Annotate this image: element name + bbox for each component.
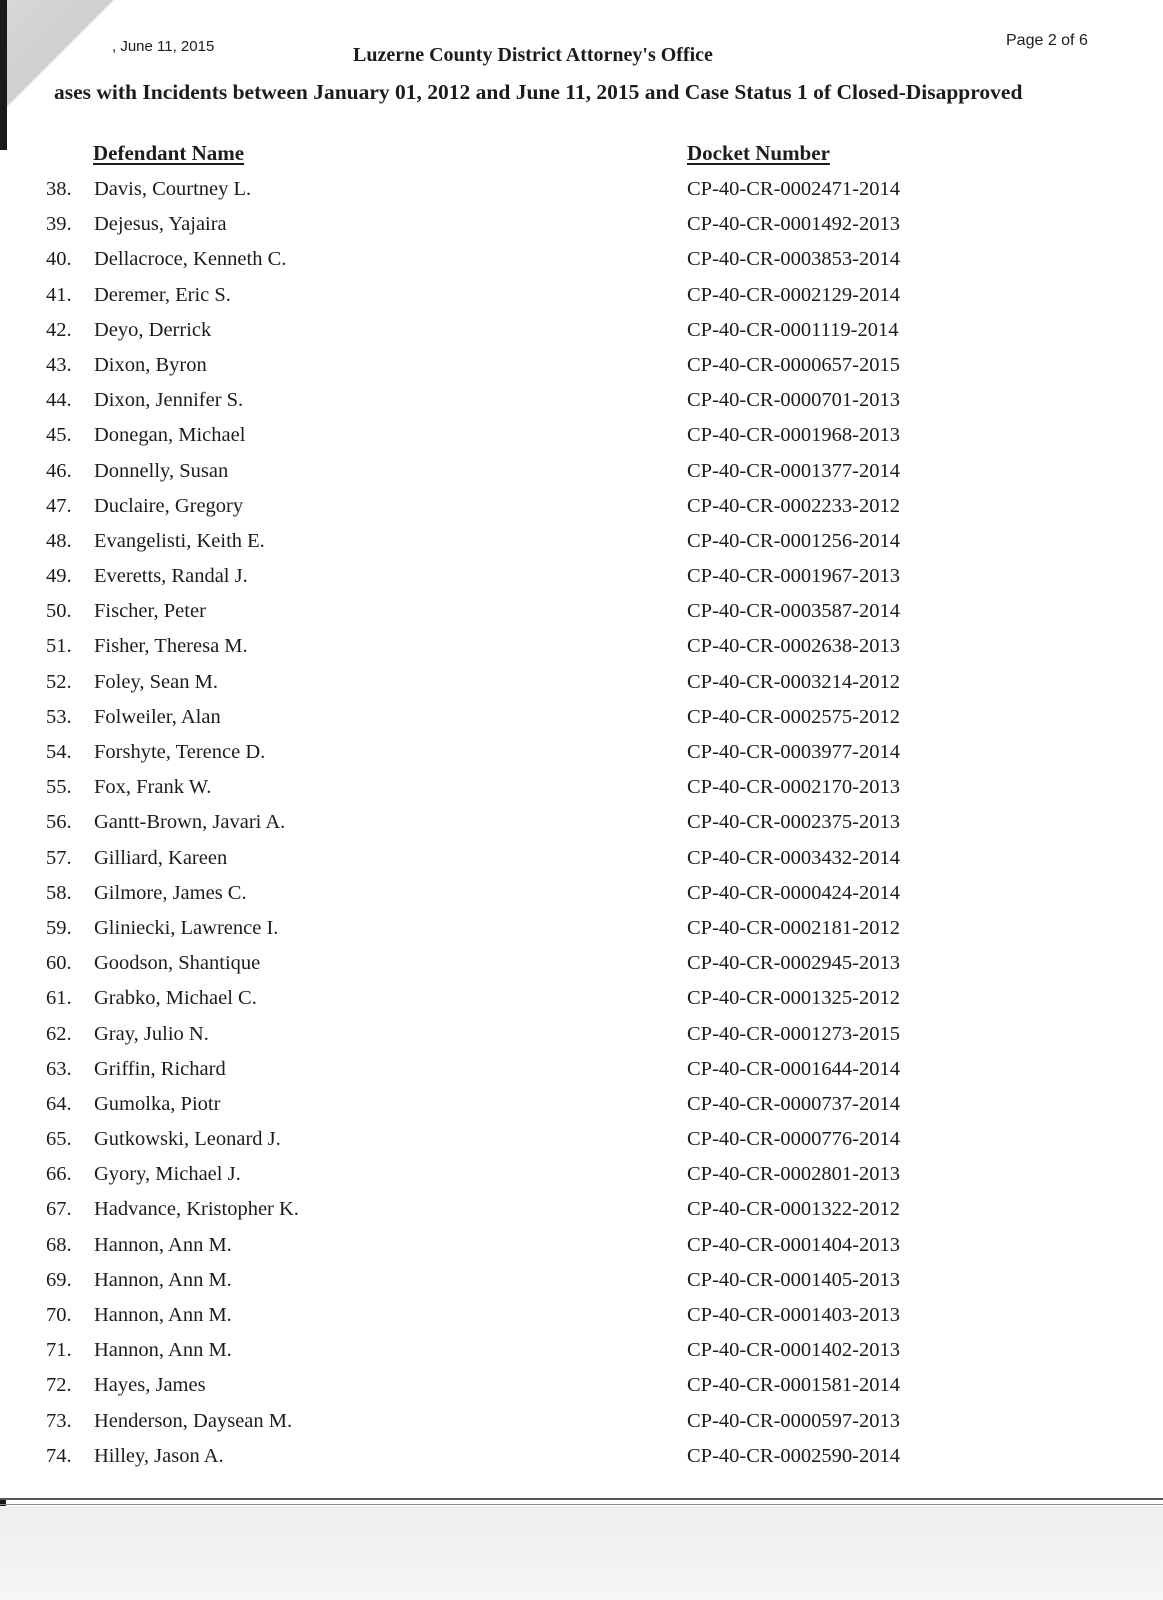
row-number: 74. <box>46 1444 72 1467</box>
row-number: 65. <box>46 1128 72 1151</box>
list-item <box>0 1441 1163 1476</box>
row-number: 55. <box>46 776 72 799</box>
row-number: 54. <box>46 741 72 763</box>
row-number: 53. <box>46 705 72 728</box>
row-number: 43. <box>46 353 72 376</box>
list-item <box>0 878 1163 913</box>
defendant-name: Duclaire, Gregory <box>94 494 244 517</box>
docket-number: CP-40-CR-0002590-2014 <box>687 1444 900 1467</box>
defendant-name: Folweiler, Alan <box>94 705 221 728</box>
list-item <box>0 1300 1163 1335</box>
docket-number: CP-40-CR-0002638-2013 <box>687 635 900 658</box>
list-item <box>0 702 1163 737</box>
row-number: 61. <box>46 987 72 1010</box>
docket-number: CP-40-CR-0000657-2015 <box>687 353 900 376</box>
docket-number: CP-40-CR-0001325-2012 <box>687 987 900 1010</box>
docket-number: CP-40-CR-0002801-2013 <box>687 1163 900 1186</box>
docket-number: CP-40-CR-0001581-2014 <box>687 1374 900 1397</box>
report-date: , June 11, 2015 <box>112 38 215 55</box>
docket-number: CP-40-CR-0000424-2014 <box>687 881 900 904</box>
defendant-name: Goodson, Shantique <box>94 952 261 975</box>
docket-number: CP-40-CR-0001967-2013 <box>687 565 900 588</box>
defendant-name: Griffin, Richard <box>94 1057 226 1080</box>
row-number: 64. <box>46 1092 72 1115</box>
list-item <box>0 772 1163 807</box>
list-item <box>0 385 1163 420</box>
docket-number: CP-40-CR-0003432-2014 <box>687 846 900 869</box>
docket-number: CP-40-CR-0003214-2012 <box>687 670 900 693</box>
defendant-name: Henderson, Daysean M. <box>94 1409 293 1432</box>
defendant-name: Dixon, Byron <box>94 353 207 376</box>
defendant-name: Davis, Courtney L. <box>94 178 252 200</box>
row-number: 49. <box>46 565 72 588</box>
docket-number: CP-40-CR-0000701-2013 <box>687 389 900 412</box>
row-number: 69. <box>46 1268 72 1291</box>
list-item <box>0 1054 1163 1089</box>
row-number: 40. <box>46 248 72 271</box>
list-item <box>0 315 1163 350</box>
row-number: 58. <box>46 881 72 904</box>
scan-edge-top <box>0 0 7 150</box>
list-item <box>0 526 1163 561</box>
defendant-name: Grabko, Michael C. <box>94 987 257 1010</box>
row-number: 44. <box>46 389 72 412</box>
list-item <box>0 456 1163 491</box>
row-number: 63. <box>46 1057 72 1080</box>
page-number: Page 2 of 6 <box>1006 32 1088 49</box>
office-title: Luzerne County District Attorney's Office <box>353 44 713 66</box>
row-number: 48. <box>46 529 72 552</box>
defendant-name: Evangelisti, Keith E. <box>94 529 265 552</box>
docket-number: CP-40-CR-0001256-2014 <box>687 529 900 552</box>
defendant-name: Hannon, Ann M. <box>94 1268 232 1291</box>
list-item <box>0 1265 1163 1300</box>
docket-number: CP-40-CR-0002575-2012 <box>687 705 900 728</box>
row-number: 70. <box>46 1304 72 1326</box>
defendant-name: Gray, Julio N. <box>94 1022 209 1045</box>
list-item <box>0 174 1163 209</box>
defendant-name: Hadvance, Kristopher K. <box>94 1198 299 1221</box>
docket-number: CP-40-CR-0001273-2015 <box>687 1022 900 1045</box>
docket-number: CP-40-CR-0001644-2014 <box>687 1057 900 1080</box>
defendant-name: Gutkowski, Leonard J. <box>94 1128 281 1151</box>
folded-corner <box>0 0 170 150</box>
row-number: 52. <box>46 670 72 693</box>
row-number: 50. <box>46 600 72 623</box>
row-number: 62. <box>46 1022 72 1045</box>
docket-number: CP-40-CR-0001403-2013 <box>687 1304 900 1326</box>
row-number: 42. <box>46 318 72 341</box>
row-number: 57. <box>46 846 72 869</box>
docket-number: CP-40-CR-0003853-2014 <box>687 248 900 271</box>
list-item <box>0 1230 1163 1265</box>
list-item <box>0 350 1163 385</box>
row-number: 51. <box>46 635 72 658</box>
defendant-name: Hannon, Ann M. <box>94 1339 232 1362</box>
defendant-name: Hayes, James <box>94 1374 206 1397</box>
defendant-name: Hannon, Ann M. <box>94 1304 232 1326</box>
defendant-name: Hilley, Jason A. <box>94 1444 224 1467</box>
defendant-name: Forshyte, Terence D. <box>94 741 266 763</box>
defendant-name: Gantt-Brown, Javari A. <box>94 811 286 834</box>
row-number: 45. <box>46 424 72 447</box>
docket-number: CP-40-CR-0001119-2014 <box>687 318 899 341</box>
defendant-name: Dejesus, Yajaira <box>94 213 227 236</box>
row-number: 68. <box>46 1233 72 1256</box>
docket-number: CP-40-CR-0000597-2013 <box>687 1409 900 1432</box>
list-item <box>0 667 1163 702</box>
row-number: 47. <box>46 494 72 517</box>
column-header-docket: Docket Number <box>687 141 830 165</box>
row-number: 59. <box>46 916 72 939</box>
list-item <box>0 631 1163 666</box>
docket-number: CP-40-CR-0002170-2013 <box>687 776 900 799</box>
defendant-name: Foley, Sean M. <box>94 670 218 693</box>
docket-number: CP-40-CR-0002375-2013 <box>687 811 900 834</box>
row-number: 72. <box>46 1374 72 1397</box>
docket-number: CP-40-CR-0000776-2014 <box>687 1128 900 1151</box>
list-item <box>0 1159 1163 1194</box>
docket-number: CP-40-CR-0002233-2012 <box>687 494 900 517</box>
list-item <box>0 280 1163 315</box>
defendant-name: Gliniecki, Lawrence I. <box>94 916 279 939</box>
list-item <box>0 596 1163 631</box>
defendant-name: Gilliard, Kareen <box>94 846 228 869</box>
docket-number: CP-40-CR-0000737-2014 <box>687 1092 900 1115</box>
row-number: 60. <box>46 952 72 975</box>
defendant-name: Fisher, Theresa M. <box>94 635 248 658</box>
defendant-name: Fischer, Peter <box>94 600 206 623</box>
list-item <box>0 913 1163 948</box>
list-item <box>0 1406 1163 1441</box>
row-number: 46. <box>46 459 72 482</box>
docket-number: CP-40-CR-0003587-2014 <box>687 600 900 623</box>
list-item <box>0 1019 1163 1054</box>
defendant-name: Gyory, Michael J. <box>94 1163 241 1186</box>
bottom-rule-secondary <box>0 1504 1163 1505</box>
docket-number: CP-40-CR-0001968-2013 <box>687 424 900 447</box>
defendant-name: Gilmore, James C. <box>94 881 247 904</box>
docket-number: CP-40-CR-0002471-2014 <box>687 178 900 200</box>
defendant-name: Deyo, Derrick <box>94 318 212 341</box>
bottom-rule <box>0 1498 1163 1500</box>
docket-number: CP-40-CR-0001402-2013 <box>687 1339 900 1362</box>
docket-number: CP-40-CR-0001405-2013 <box>687 1268 900 1291</box>
docket-number: CP-40-CR-0001492-2013 <box>687 213 900 236</box>
defendant-name: Hannon, Ann M. <box>94 1233 232 1256</box>
list-item <box>0 1335 1163 1370</box>
list-item <box>0 948 1163 983</box>
list-item <box>0 737 1163 772</box>
row-number: 38. <box>46 178 72 200</box>
docket-number: CP-40-CR-0001377-2014 <box>687 459 900 482</box>
defendant-name: Dellacroce, Kenneth C. <box>94 248 287 271</box>
defendant-name: Donegan, Michael <box>94 424 246 447</box>
page-bottom-margin <box>0 1506 1163 1600</box>
list-item <box>0 1194 1163 1229</box>
defendant-name: Everetts, Randal J. <box>94 565 248 588</box>
row-number: 56. <box>46 811 72 834</box>
list-item <box>0 209 1163 244</box>
docket-number: CP-40-CR-0001404-2013 <box>687 1233 900 1256</box>
list-item <box>0 491 1163 526</box>
column-header-defendant: Defendant Name <box>93 141 245 165</box>
defendant-name: Deremer, Eric S. <box>94 283 231 306</box>
list-item <box>0 1124 1163 1159</box>
defendant-name: Gumolka, Piotr <box>94 1092 221 1115</box>
docket-number: CP-40-CR-0002181-2012 <box>687 916 900 939</box>
list-item <box>0 983 1163 1018</box>
row-number: 73. <box>46 1409 72 1432</box>
list-item <box>0 807 1163 842</box>
docket-number: CP-40-CR-0001322-2012 <box>687 1198 900 1221</box>
docket-number: CP-40-CR-0002945-2013 <box>687 952 900 975</box>
defendant-name: Fox, Frank W. <box>94 776 212 799</box>
row-number: 39. <box>46 213 72 236</box>
row-number: 71. <box>46 1339 72 1362</box>
list-item <box>0 843 1163 878</box>
report-subtitle: ases with Incidents between January 01, 2012 and June 11, 2015 and Case Status 1 of Closed-Disapproved <box>54 80 1023 104</box>
list-item <box>0 561 1163 596</box>
list-item <box>0 420 1163 455</box>
row-number: 41. <box>46 283 72 306</box>
docket-number: CP-40-CR-0002129-2014 <box>687 283 900 306</box>
list-item <box>0 1089 1163 1124</box>
docket-number: CP-40-CR-0003977-2014 <box>687 741 900 763</box>
row-number: 66. <box>46 1163 72 1186</box>
list-item <box>0 244 1163 279</box>
row-number: 67. <box>46 1198 72 1221</box>
defendant-list <box>0 174 1163 1476</box>
defendant-name: Dixon, Jennifer S. <box>94 389 244 412</box>
defendant-name: Donnelly, Susan <box>94 459 229 482</box>
list-item <box>0 1370 1163 1405</box>
